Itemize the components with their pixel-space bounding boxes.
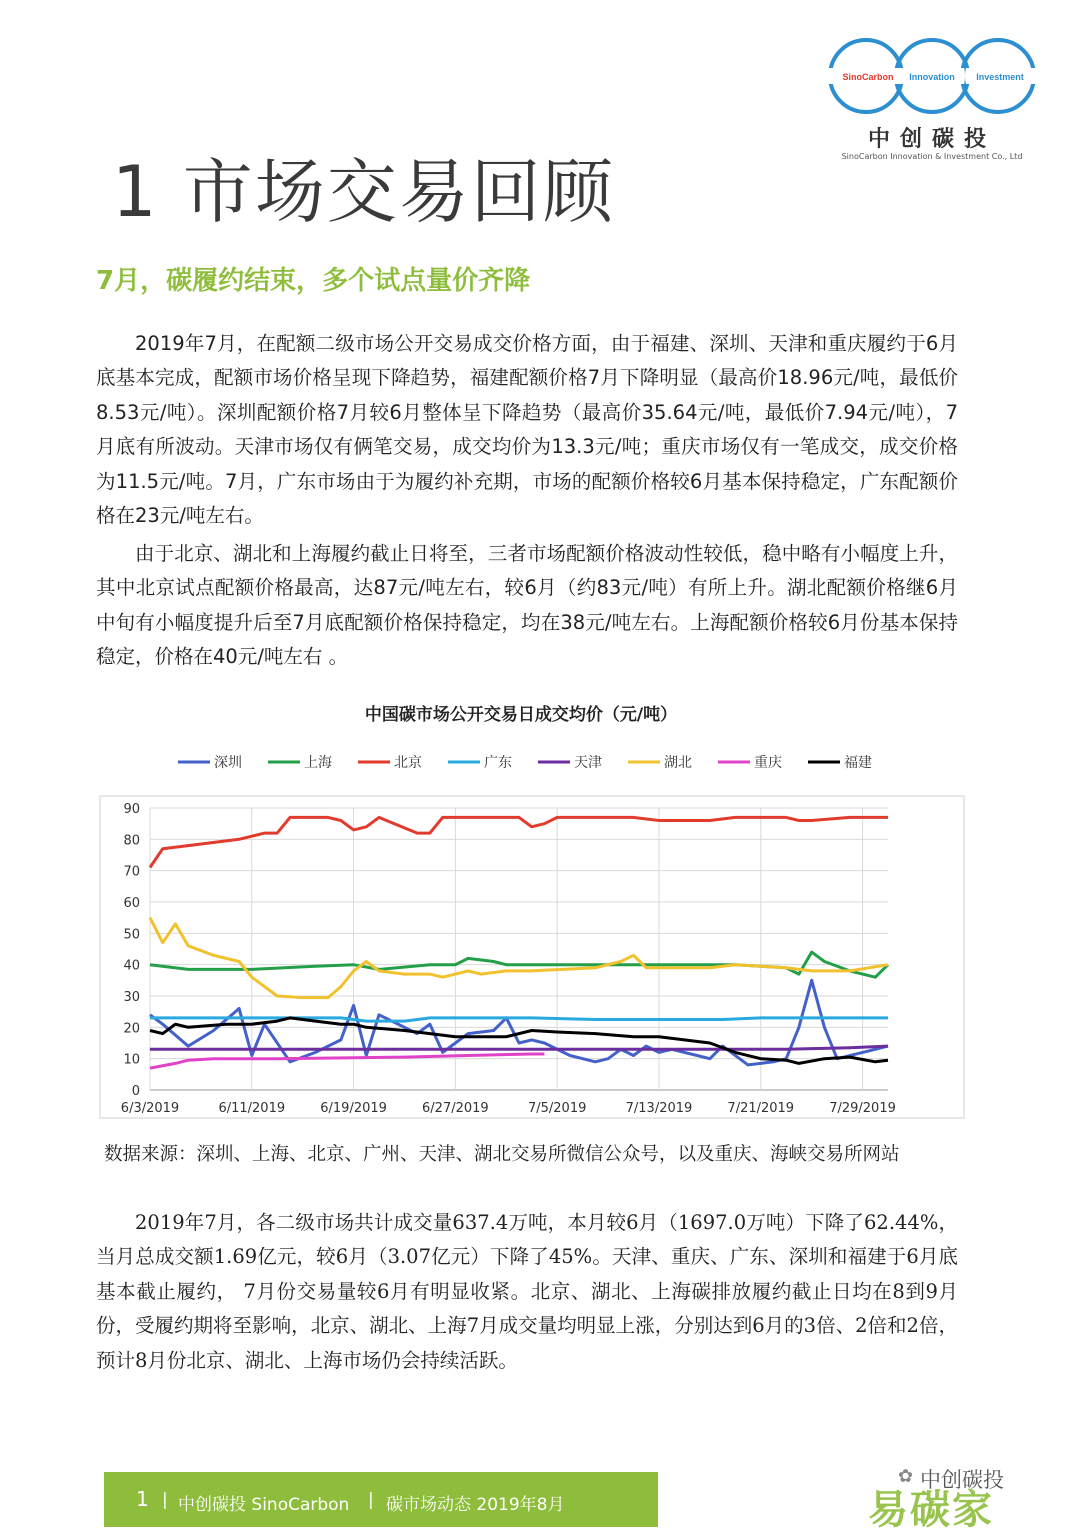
legend-label: 北京 xyxy=(394,755,422,771)
legend-label: 广东 xyxy=(484,755,512,771)
chart-frame xyxy=(100,796,964,1118)
company-logo xyxy=(826,36,1038,166)
x-tick-label: 6/3/2019 xyxy=(120,1101,180,1116)
y-tick-label: 70 xyxy=(123,864,140,880)
page-title: 1 市场交易回顾 xyxy=(112,151,615,233)
legend-label: 福建 xyxy=(844,755,872,771)
footer-publication: 碳市场动态 2019年8月 xyxy=(386,1495,565,1515)
y-tick-label: 40 xyxy=(123,958,140,974)
chart-legend xyxy=(178,754,872,771)
logo-text-3: Investment xyxy=(976,72,1024,82)
logo-circles-icon xyxy=(826,36,1038,122)
watermark xyxy=(868,1458,1080,1533)
y-tick-label: 60 xyxy=(123,896,140,911)
y-tick-label: 80 xyxy=(123,833,140,849)
x-tick-label: 7/5/2019 xyxy=(527,1101,587,1116)
y-tick-label: 20 xyxy=(123,1021,140,1037)
watermark-site-com: .com xyxy=(1032,1502,1059,1515)
watermark-site-latin: Tanjiaoyi xyxy=(1018,1488,1067,1501)
page-number: 1 xyxy=(136,1487,149,1511)
x-tick-label: 6/27/2019 xyxy=(422,1101,489,1116)
legend-label: 深圳 xyxy=(214,755,242,771)
footer-brand: 中创碳投 SinoCarbon xyxy=(178,1495,350,1515)
watermark-site-name: 易碳家 xyxy=(868,1487,994,1533)
y-tick-label: 10 xyxy=(123,1052,140,1068)
x-tick-label: 6/19/2019 xyxy=(320,1101,387,1116)
footer-separator-1: | xyxy=(162,1490,168,1510)
chart-title: 中国碳市场公开交易日成交均价（元/吨） xyxy=(364,705,678,725)
logo-name-cn: 中创碳投 xyxy=(867,127,996,152)
footer-bar xyxy=(104,1472,658,1527)
logo-name-en: SinoCarbon Innovation & Investment Co., Ltd xyxy=(841,152,1023,161)
y-tick-label: 30 xyxy=(123,990,140,1005)
logo-text-1: SinoCarbon xyxy=(842,72,894,82)
wechat-icon: ✿ xyxy=(898,1466,914,1487)
price-line-chart xyxy=(96,696,968,1126)
x-tick-label: 7/13/2019 xyxy=(625,1101,693,1116)
section-title: 7月，碳履约结束，多个试点量价齐降 xyxy=(96,266,531,296)
y-tick-label: 50 xyxy=(123,927,140,943)
y-tick-label: 90 xyxy=(123,802,140,817)
data-source-note: 数据来源：深圳、上海、北京、广州、天津、湖北交易所微信公众号，以及重庆、海峡交易所网站 xyxy=(104,1144,900,1165)
x-tick-label: 7/29/2019 xyxy=(829,1101,896,1116)
legend-label: 天津 xyxy=(574,755,602,771)
paragraph-3: 2019年7月，各二级市场共计成交量637.4万吨，本月较6月（1697.0万吨）下降了62.44%，当月总成交额1.69亿元，较6月（3.07亿元）下降了45%。天津、重庆、广东、深圳和福建于6月底基本截止履约， 7月份交易量较6月有明显收紧。北京、湖北、上海碳排放履约截止日均在8到9月份，受履约期将至影响，北京、湖北、上海7月成交量均明显上涨，分别达到6月的3倍、2倍和2倍，预计8月份北京、湖北、上海市场仍会持续活跃。 xyxy=(96,1211,958,1372)
legend-label: 上海 xyxy=(304,755,332,771)
x-tick-label: 7/21/2019 xyxy=(727,1101,795,1116)
legend-label: 湖北 xyxy=(664,755,692,771)
legend-label: 重庆 xyxy=(754,755,782,771)
paragraph-2: 由于北京、湖北和上海履约截止日将至，三者市场配额价格波动性较低，稳中略有小幅度上升，其中北京试点配额价格最高，达87元/吨左右，较6月（约83元/吨）有所上升。湖北配额价格继6月中旬有小幅度提升后至7月底配额价格保持稳定，均在38元/吨左右。上海配额价格较6月份基本保持稳定，价格在40元/吨左右 。 xyxy=(96,542,958,669)
paragraph-1: 2019年7月，在配额二级市场公开交易成交价格方面，由于福建、深圳、天津和重庆履约于6月底基本完成，配额市场价格呈现下降趋势，福建配额价格7月下降明显（最高价18.96元/吨，最低价8.53元/吨）。深圳配额价格7月较6月整体呈下降趋势（最高价35.64元/吨，最低价7.94元/吨），7月底有所波动。天津市场仅有俩笔交易，成交均价为13.3元/吨；重庆市场仅有一笔成交，成交价格为11.5元/吨。7月，广东市场由于为履约补充期，市场的配额价格较6月基本保持稳定，广东配额价格在23元/吨左右。 xyxy=(96,332,958,528)
logo-text-2: Innovation xyxy=(909,72,955,82)
x-tick-label: 6/11/2019 xyxy=(218,1101,286,1116)
footer-separator-2: | xyxy=(368,1490,374,1510)
watermark-account-name: 中创碳投 xyxy=(920,1468,1004,1492)
y-tick-label: 0 xyxy=(131,1084,140,1099)
